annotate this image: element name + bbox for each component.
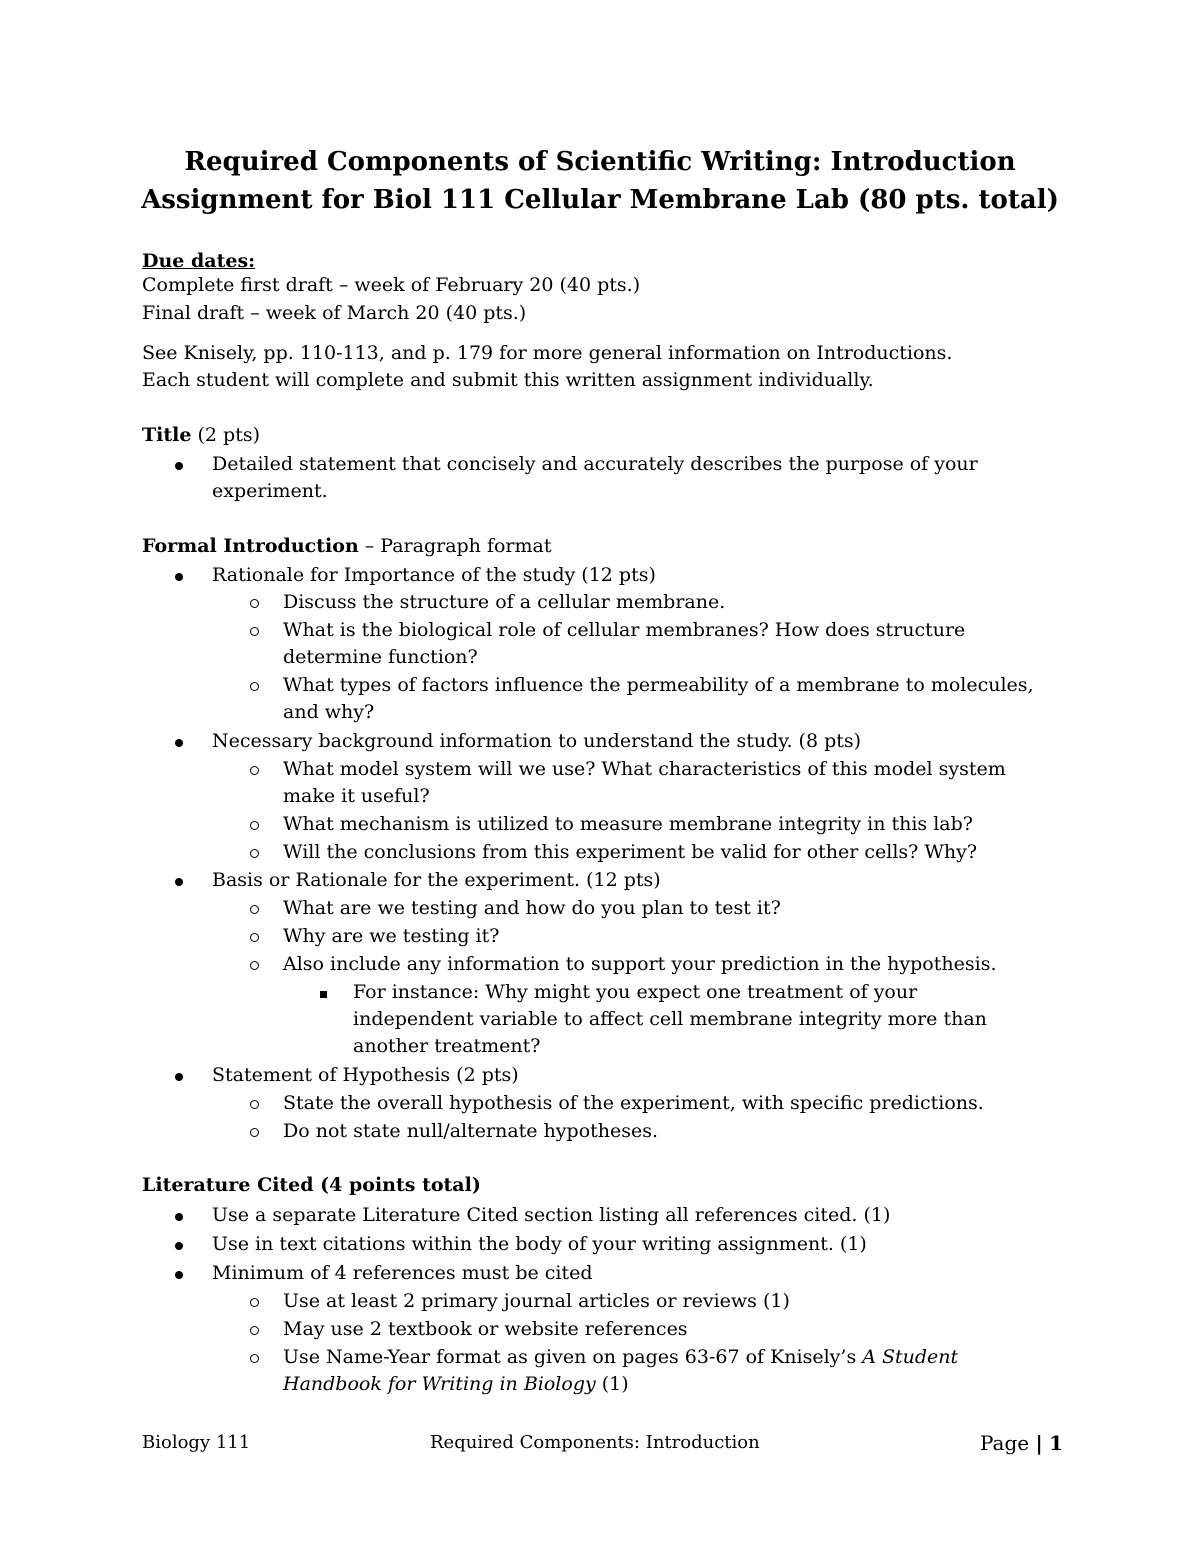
title-points: (2 pts) <box>191 424 260 446</box>
bullet-circle-icon <box>250 951 259 978</box>
book-points: (1) <box>595 1373 629 1395</box>
bullet-dot-icon <box>175 1231 183 1258</box>
formal-intro-suffix: – Paragraph format <box>358 535 552 557</box>
bullet-circle-icon <box>250 1090 259 1117</box>
basis-sub-3a-line-1: For instance: Why might you expect one treatment of your <box>353 981 918 1003</box>
document-title-line-2: Assignment for Biol 111 Cellular Membrane Lab (80 pts. total) <box>141 185 1059 215</box>
bullet-circle-icon <box>250 589 259 616</box>
document-title-line-1: Required Components of Scientific Writing: Introduction <box>184 147 1016 177</box>
literature-item-1: Use a separate Literature Cited section listing all references cited. (1) <box>212 1204 891 1226</box>
due-dates-heading: Due dates: <box>142 250 256 272</box>
title-section-heading <box>142 422 260 449</box>
background-sub-1-line-1: What model system will we use? What characteristics of this model system <box>283 758 1006 780</box>
literature-item-3: Minimum of 4 references must be cited <box>212 1262 593 1284</box>
bullet-dot-icon <box>175 562 183 589</box>
background-sub-2: What mechanism is utilized to measure membrane integrity in this lab? <box>283 813 973 835</box>
page-number: 1 <box>1049 1431 1064 1455</box>
book-title-part-2: Handbook for Writing in Biology <box>283 1373 596 1395</box>
hypothesis-sub-2: Do not state null/alternate hypotheses. <box>283 1120 659 1142</box>
info-line-1: See Knisely, pp. 110-113, and p. 179 for more general information on Introductions. <box>142 342 953 364</box>
background-item: Necessary background information to understand the study. (8 pts) <box>212 730 862 752</box>
literature-sub-1: Use at least 2 primary journal articles or reviews (1) <box>283 1290 790 1312</box>
rationale-sub-3-line-2: and why? <box>283 701 375 723</box>
bullet-dot-icon <box>175 1062 183 1089</box>
bullet-circle-icon <box>250 811 259 838</box>
bullet-dot-icon <box>175 451 183 478</box>
bullet-circle-icon <box>250 1288 259 1315</box>
bullet-circle-icon <box>250 1344 259 1371</box>
name-year-format-text: Use Name-Year format as given on pages 63-67 of Knisely’s <box>283 1346 863 1368</box>
bullet-dot-icon <box>175 1260 183 1287</box>
bullet-circle-icon <box>250 1316 259 1343</box>
bullet-circle-icon <box>250 672 259 699</box>
hypothesis-item: Statement of Hypothesis (2 pts) <box>212 1064 519 1086</box>
bullet-circle-icon <box>250 895 259 922</box>
literature-sub-3-line-2 <box>283 1371 629 1398</box>
basis-item: Basis or Rationale for the experiment. (12 pts) <box>212 869 661 891</box>
basis-sub-2: Why are we testing it? <box>283 925 500 947</box>
basis-sub-3a-line-3: another treatment? <box>353 1035 541 1057</box>
footer-center: Required Components: Introduction <box>430 1432 760 1453</box>
footer-page <box>980 1430 1063 1456</box>
literature-sub-2: May use 2 textbook or website references <box>283 1318 688 1340</box>
title-bullet-line-2: experiment. <box>212 480 328 502</box>
page-separator: | <box>1035 1431 1043 1455</box>
first-draft-due: Complete first draft – week of February 20 (40 pts.) <box>142 274 641 296</box>
formal-intro-label: Formal Introduction <box>142 535 359 557</box>
bullet-dot-icon <box>175 867 183 894</box>
basis-sub-3a-line-2: independent variable to affect cell membrane integrity more than <box>353 1008 987 1030</box>
bullet-circle-icon <box>250 617 259 644</box>
basis-sub-3: Also include any information to support your prediction in the hypothesis. <box>283 953 997 975</box>
rationale-sub-3-line-1: What types of factors influence the permeability of a membrane to molecules, <box>283 674 1034 696</box>
final-draft-due: Final draft – week of March 20 (40 pts.) <box>142 302 527 324</box>
basis-sub-1: What are we testing and how do you plan to test it? <box>283 897 781 919</box>
literature-heading: Literature Cited (4 points total) <box>142 1174 481 1196</box>
background-sub-3: Will the conclusions from this experiment be valid for other cells? Why? <box>283 841 978 863</box>
info-line-2: Each student will complete and submit this written assignment individually. <box>142 369 874 391</box>
bullet-circle-icon <box>250 756 259 783</box>
bullet-dot-icon <box>175 1202 183 1229</box>
literature-sub-3-line-1 <box>283 1344 958 1371</box>
rationale-sub-1: Discuss the structure of a cellular membrane. <box>283 591 726 613</box>
bullet-circle-icon <box>250 839 259 866</box>
bullet-circle-icon <box>250 1118 259 1145</box>
page-label: Page <box>980 1431 1030 1455</box>
book-title-part-1: A Student <box>862 1346 959 1368</box>
bullet-circle-icon <box>250 923 259 950</box>
title-heading-label: Title <box>142 424 192 446</box>
bullet-dot-icon <box>175 728 183 755</box>
literature-item-2: Use in text citations within the body of your writing assignment. (1) <box>212 1233 867 1255</box>
background-sub-1-line-2: make it useful? <box>283 785 430 807</box>
formal-intro-heading <box>142 533 552 560</box>
footer-left: Biology 111 <box>142 1432 251 1453</box>
rationale-item: Rationale for Importance of the study (12 pts) <box>212 564 656 586</box>
hypothesis-sub-1: State the overall hypothesis of the experiment, with specific predictions. <box>283 1092 984 1114</box>
rationale-sub-2-line-1: What is the biological role of cellular membranes? How does structure <box>283 619 966 641</box>
title-bullet-line-1: Detailed statement that concisely and accurately describes the purpose of your <box>212 453 978 475</box>
rationale-sub-2-line-2: determine function? <box>283 646 478 668</box>
bullet-square-icon <box>320 979 327 1006</box>
